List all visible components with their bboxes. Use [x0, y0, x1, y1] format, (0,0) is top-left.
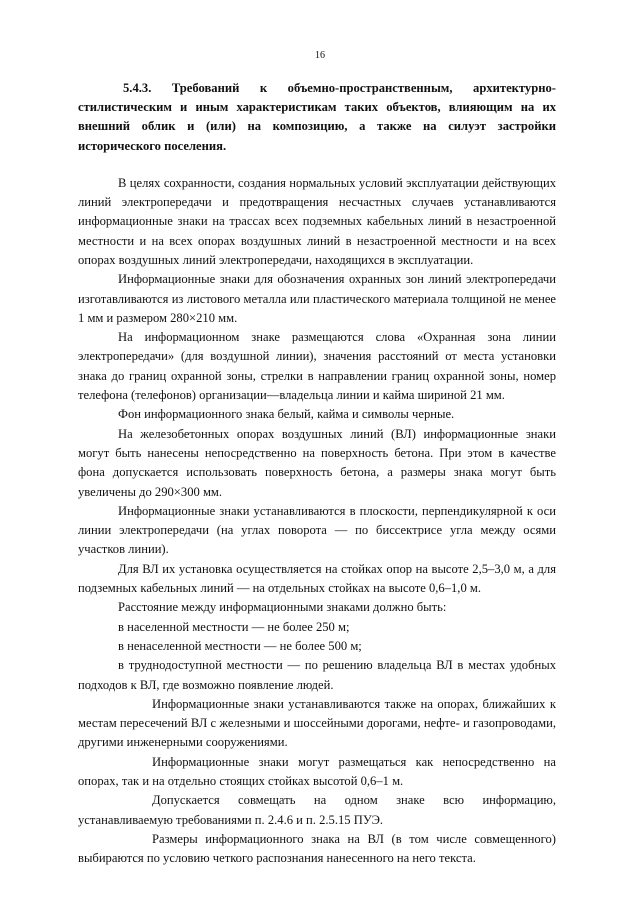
list-item: в ненаселенной местности — не более 500 м;: [118, 638, 362, 653]
page-number: 16: [315, 50, 325, 61]
paragraph: Расстояние между информационными знаками должно быть:: [118, 600, 447, 615]
paragraph: Размеры информационного знака на ВЛ (в том числе совмещенного) выбираются по условию четкого распознания нанесенного на него текста.: [78, 831, 556, 866]
paragraph: Информационные знаки устанавливаются также на опорах, ближайших к местам пересечений ВЛ с железными и шоссейными дорогами, нефте- и газопроводами, другими инженерными сооружениями.: [78, 696, 556, 750]
paragraph: На информационном знаке размещаются слова «Охранная зона линии электропередачи» (для воздушной линии), значения расстояний от места установки знака до границ охранной зоны, стрелки в направлении границ охранной зоны, номер телефона (телефонов) организации—владельца линии и кайма шириной 21 мм.: [78, 330, 556, 403]
paragraph: Информационные знаки устанавливаются в плоскости, перпендикулярной к оси линии электропередачи (на углах поворота — по биссектрисе угла между осями участков линии).: [78, 503, 556, 557]
paragraph: В целях сохранности, создания нормальных условий эксплуатации действующих линий электропередачи и предотвращения несчастных случаев устанавливаются информационные знаки на трассах всех подземных кабельных линий в незастроенной местности и на всех опорах воздушных линий в незастроенной местности и на всех опорах воздушных линий электропередачи, находящихся в эксплуатации.: [78, 175, 556, 267]
paragraph: Информационные знаки для обозначения охранных зон линий электропередачи изготавливаются из листового металла или пластического материала толщиной не менее 1 мм и размером 280×210 мм.: [78, 272, 556, 325]
paragraph: Фон информационного знака белый, кайма и символы черные.: [118, 407, 455, 422]
list-item: в населенной местности — не более 250 м;: [118, 619, 350, 634]
paragraph: Допускается совмещать на одном знаке всю информацию, устанавливаемую требованиями п. 2.4.6 и п. 2.5.15 ПУЭ.: [78, 793, 556, 827]
list-item: в труднодоступной местности — по решению владельца ВЛ в местах удобных подходов к ВЛ, где возможно появление людей.: [78, 658, 556, 692]
section-heading: 5.4.3. Требований к объемно-пространственным, архитектурно-стилистическим и иным характеристикам таких объектов, влияющим на их внешний облик и (или) на композицию, а также на силуэт застройки исторического поселения.: [78, 81, 556, 153]
document-body: [78, 79, 556, 869]
paragraph: Информационные знаки могут размещаться как непосредственно на опорах, так и на отдельно стоящих стойках высотой 0,6–1 м.: [78, 754, 556, 789]
paragraph: Для ВЛ их установка осуществляется на стойках опор на высоте 2,5–3,0 м, а для подземных кабельных линий — на отдельных стойках на высоте 0,6–1,0 м.: [78, 561, 556, 596]
paragraph: На железобетонных опорах воздушных линий (ВЛ) информационные знаки могут быть нанесены непосредственно на поверхность бетона. При этом в качестве фона допускается использовать поверхность бетона, а размеры знака могут быть увеличены до 290×300 мм.: [78, 426, 556, 499]
